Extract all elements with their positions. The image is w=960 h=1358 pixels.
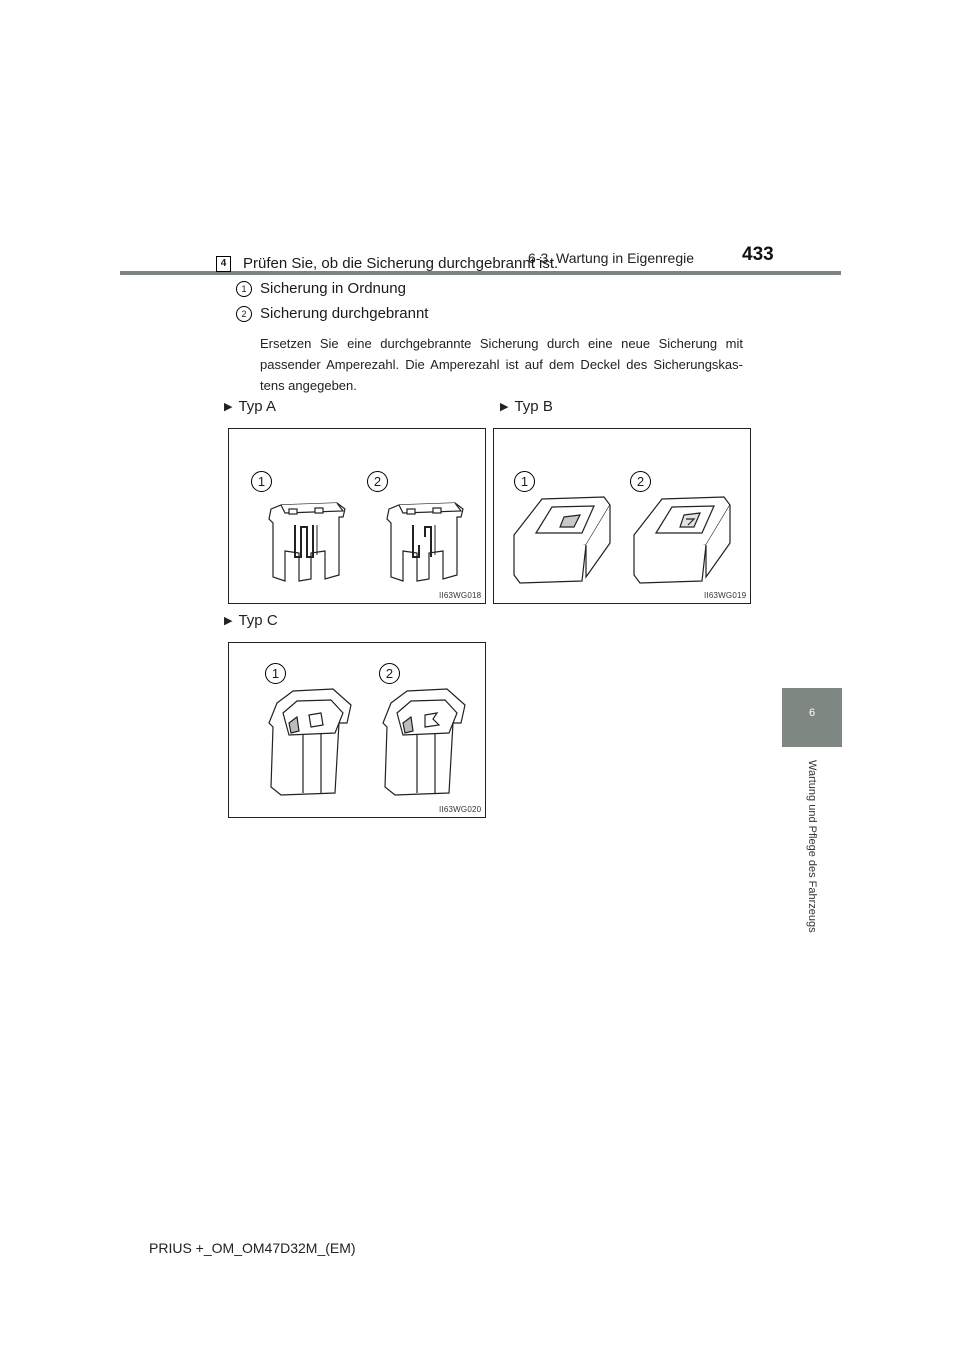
figure-type-a [228, 428, 486, 604]
jcase-fuse-illustration [263, 683, 483, 801]
step-instruction: Prüfen Sie, ob die Sicherung durchgebrannt ist. [243, 255, 559, 272]
figure-callout-2: 2 [379, 663, 400, 684]
section-title: 6-3. Wartung in Eigenregie [528, 250, 695, 266]
type-b-text: Typ B [514, 398, 553, 415]
type-a-text: Typ A [238, 398, 276, 415]
item-text-ok: Sicherung in Ordnung [260, 280, 406, 297]
triangle-arrow-icon: ▶ [500, 401, 509, 413]
type-c-text: Typ C [238, 612, 278, 629]
triangle-arrow-icon: ▶ [224, 401, 233, 413]
chapter-tab: 6 [782, 688, 842, 747]
cartridge-fuse-illustration [508, 491, 744, 591]
figure-code: II63WG018 [439, 591, 482, 600]
instruction-paragraph: Ersetzen Sie eine durchgebrannte Sicherung durch eine neue Sicherung mit passender Amperezahl. Die Amperezahl ist auf dem Deckel des Sicherungskas-tens angegeben. [260, 336, 743, 393]
step-number-box: 4 [216, 256, 231, 272]
figure-callout-2: 2 [630, 471, 651, 492]
item-marker-1: 1 [236, 281, 252, 297]
triangle-arrow-icon: ▶ [224, 615, 233, 627]
type-c-label [224, 612, 278, 629]
item-text-blown: Sicherung durchgebrannt [260, 305, 429, 322]
figure-code: II63WG019 [704, 591, 747, 600]
figure-callout-1: 1 [251, 471, 272, 492]
type-b-label [500, 398, 553, 415]
page-number: 433 [742, 244, 774, 265]
chapter-title: Wartung und Pflege des Fahrzeugs [806, 760, 818, 933]
footer-code: PRIUS +_OM_OM47D32M_(EM) [149, 1240, 356, 1256]
figure-callout-1: 1 [265, 663, 286, 684]
blade-fuse-illustration [259, 495, 479, 590]
figure-callout-1: 1 [514, 471, 535, 492]
type-a-label [224, 398, 276, 415]
figure-type-c [228, 642, 486, 818]
item-marker-2: 2 [236, 306, 252, 322]
figure-type-b [493, 428, 751, 604]
figure-callout-2: 2 [367, 471, 388, 492]
figure-code: II63WG020 [439, 805, 482, 814]
